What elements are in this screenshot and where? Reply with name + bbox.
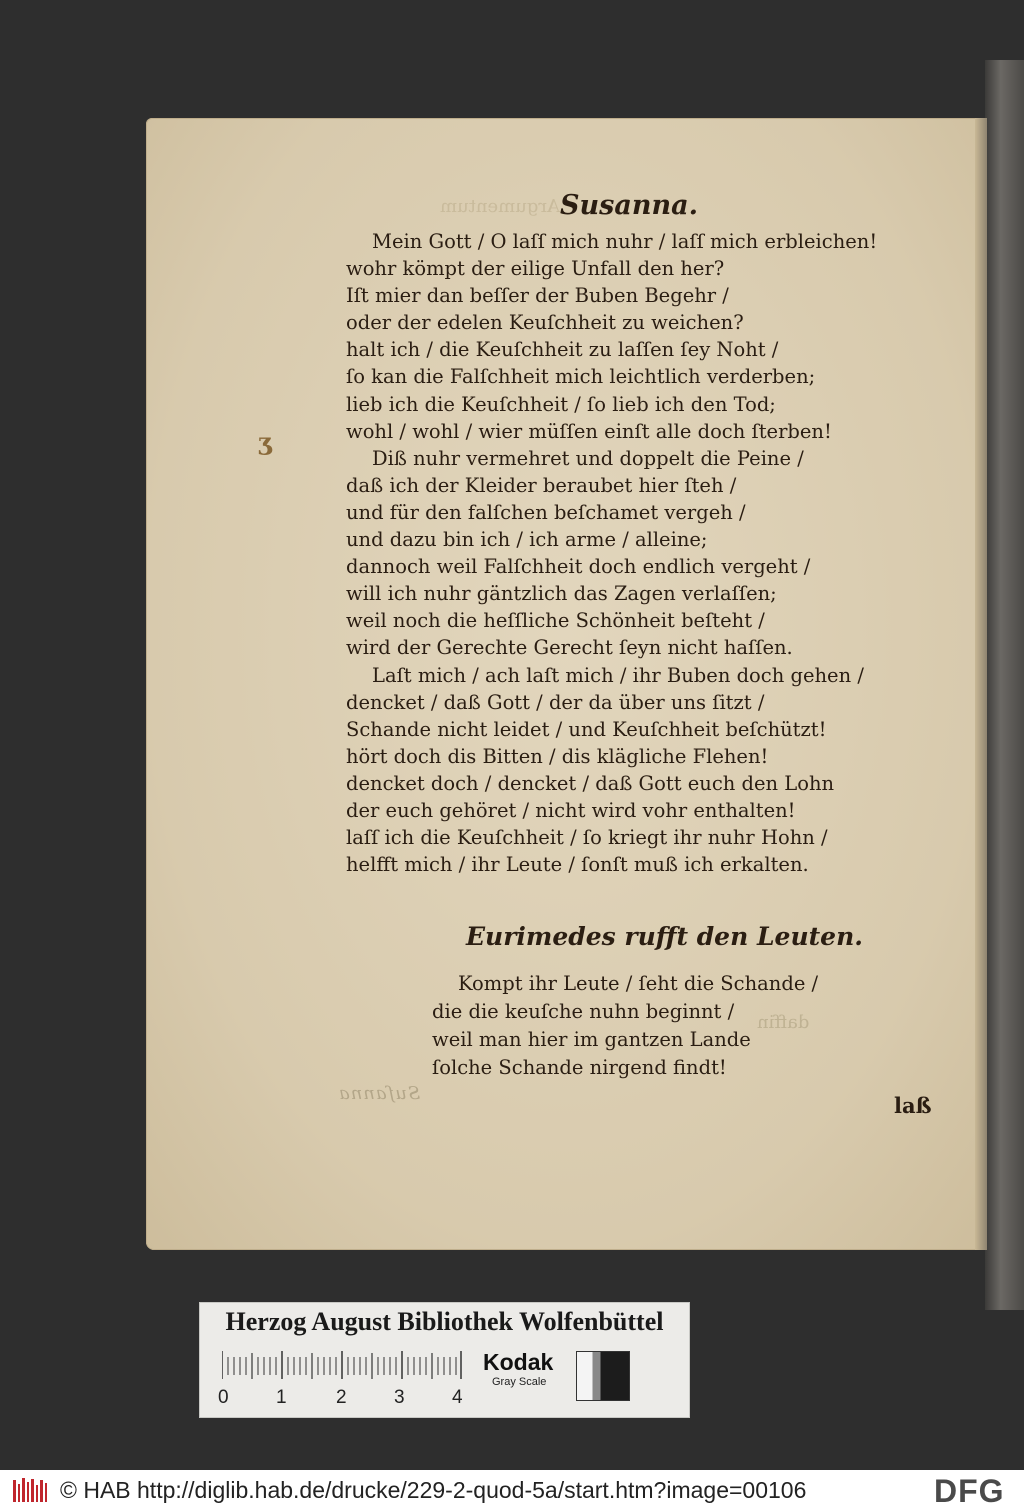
- verse-line: Schande nicht leidet / und Keuſchheit beſchützt!: [346, 717, 827, 741]
- dfg-logo: DFG: [934, 1473, 1005, 1509]
- verse-line: der euch gehöret / nicht wird vohr enthalten!: [346, 798, 796, 822]
- verse-line: wird der Gerechte Gerecht ſeyn nicht haſſen.: [346, 636, 793, 660]
- library-name: Herzog August Bibliothek Wolfenbüttel: [225, 1307, 664, 1336]
- library-label: [199, 1302, 690, 1418]
- verse-line: will ich nuhr gäntzlich das Zagen verlaſſen;: [346, 582, 777, 606]
- verse-line: weil noch die heſſliche Schönheit beſteht /: [346, 609, 765, 633]
- ruler-scale: [222, 1349, 462, 1379]
- verse-line: ſo kan die Falſchheit mich leichtlich verderben;: [346, 365, 816, 389]
- ruler-number: 4: [452, 1387, 463, 1408]
- verse-line: dannoch weil Falſchheit doch endlich vergeht /: [346, 555, 811, 579]
- kodak-logo: Kodak: [483, 1349, 554, 1375]
- verse-line: wohl / wohl / wier müſſen einſt alle doch ſterben!: [346, 419, 832, 443]
- verse-line: und dazu bin ich / ich arme / alleine;: [346, 528, 708, 552]
- verse-line: Diß nuhr vermehret und doppelt die Peine /: [372, 446, 804, 470]
- margin-mark: ʒ: [258, 427, 272, 456]
- verse-line: lieb ich die Keuſchheit / ſo lieb ich den Tod;: [346, 392, 776, 416]
- barcode-logo-icon: [12, 1476, 50, 1506]
- gray-scale-patch: [576, 1351, 630, 1401]
- footer-bar: [0, 1470, 1024, 1511]
- ruler-number: 2: [336, 1387, 347, 1408]
- verse-line: halt ich / die Keuſchheit zu laſſen ſey Noht /: [346, 338, 779, 362]
- verse-line: oder der edelen Keuſchheit zu weichen?: [346, 311, 744, 335]
- speaker-heading: Eurimedes rufft den Leuten.: [466, 922, 863, 951]
- kodak-gray-scale-label: Gray Scale: [492, 1376, 547, 1388]
- verse-line: Mein Gott / O laſſ mich nuhr / laſſ mich erbleichen!: [372, 230, 878, 253]
- verse-line: dencket doch / dencket / daß Gott euch den Lohn: [346, 771, 835, 795]
- verse-line: und für den falſchen beſchamet vergeh /: [346, 500, 746, 524]
- verse-line: Laſt mich / ach laſt mich / ihr Buben doch gehen /: [372, 663, 864, 687]
- verse-block-susanna: [346, 228, 877, 878]
- verse-line: weil man hier im gantzen Lande: [432, 1028, 751, 1051]
- page-title: Susanna.: [560, 190, 698, 221]
- verse-line: dencket / daß Gott / der da über uns ſitzt /: [346, 690, 765, 714]
- verse-line: laſſ ich die Keuſchheit / ſo kriegt ihr nuhr Hohn /: [346, 826, 828, 850]
- ruler-numbers: [218, 1387, 478, 1411]
- footer-url[interactable]: © HAB http://diglib.hab.de/drucke/229-2-quod-5a/start.htm?image=00106: [60, 1477, 807, 1503]
- ruler-number: 1: [276, 1387, 287, 1408]
- ruler-number: 3: [394, 1387, 405, 1408]
- verse-line: helfft mich / ihr Leute / ſonſt muß ich erkalten.: [346, 853, 809, 877]
- verse-block-eurimedes: [432, 970, 818, 1082]
- verse-line: Iſt mier dan beſſer der Buben Begehr /: [346, 284, 729, 308]
- verse-line: wohr kömpt der eilige Unfall den her?: [346, 257, 725, 281]
- verse-line: die die keuſche nuhn beginnt /: [432, 1000, 735, 1023]
- catchword: laß: [894, 1093, 932, 1118]
- ruler-number: 0: [218, 1387, 229, 1408]
- show-through-text: daffin: [757, 1012, 810, 1033]
- facing-page-edge: [985, 60, 1024, 1310]
- verse-line: ſolche Schande nirgend findt!: [432, 1056, 727, 1079]
- page-gutter: [975, 118, 987, 1250]
- show-through-text: Argumentum: [440, 196, 560, 217]
- verse-line: Kompt ihr Leute / ſeht die Schande /: [458, 972, 819, 995]
- show-through-text: Suſanna: [338, 1083, 421, 1104]
- verse-line: hört doch dis Bitten / dis klägliche Flehen!: [346, 744, 769, 768]
- verse-line: daß ich der Kleider beraubet hier ſteh /: [346, 473, 737, 497]
